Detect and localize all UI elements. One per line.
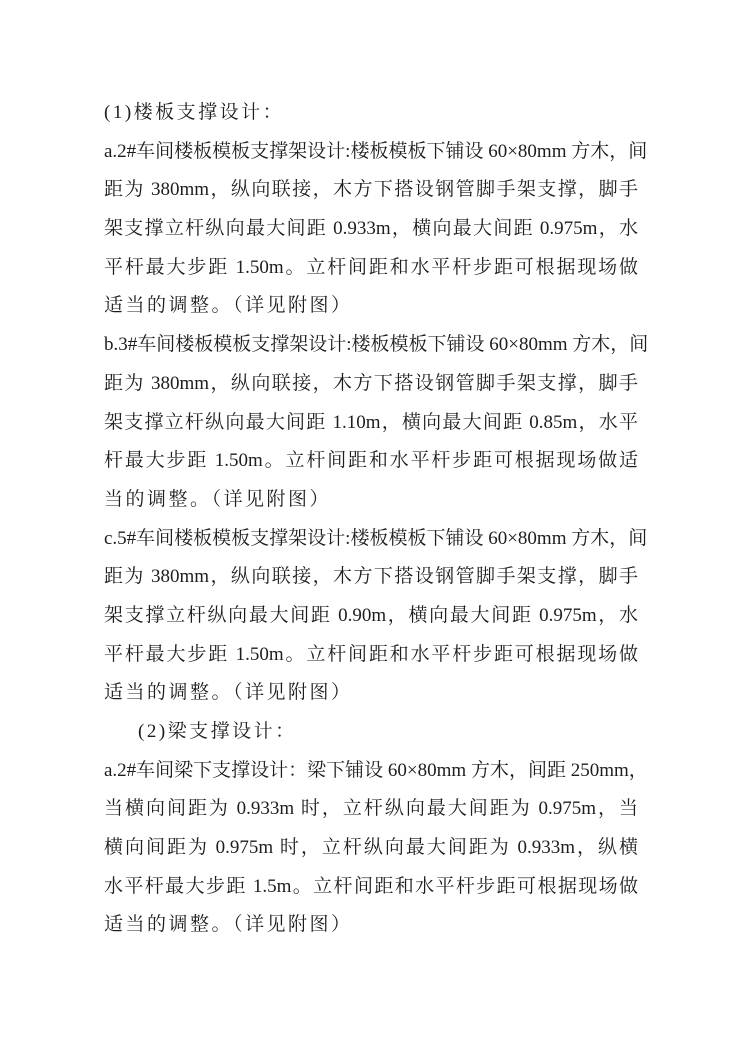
paragraph-line: 距为 380mm，纵向联接，木方下搭设钢管脚手架支撑，脚手 xyxy=(104,566,638,588)
paragraph-line: 横向间距为 0.975m 时，立杆纵向最大间距为 0.933m，纵横 xyxy=(104,837,638,859)
section-2-heading: (2)梁支撑设计： xyxy=(138,721,297,742)
document-text xyxy=(104,94,649,945)
paragraph-line: 适当的调整。（详见附图） xyxy=(104,914,353,936)
paragraph-line: 适当的调整。（详见附图） xyxy=(104,682,353,704)
paragraph-line: 当横向间距为 0.933m 时，立杆纵向最大间距为 0.975m，当 xyxy=(104,798,638,820)
paragraph-line: a.2#车间梁下支撑设计：梁下铺设 60×80mm 方木，间距 250mm， xyxy=(104,759,648,781)
paragraph-line: 平杆最大步距 1.50m。立杆间距和水平杆步距可根据现场做 xyxy=(104,643,638,665)
paragraph-line: c.5#车间楼板模板支撑架设计:楼板模板下铺设 60×80mm 方木，间 xyxy=(104,527,648,549)
paragraph-line: a.2#车间楼板模板支撑架设计:楼板模板下铺设 60×80mm 方木，间 xyxy=(104,140,648,162)
paragraph-line: 适当的调整。（详见附图） xyxy=(104,295,353,317)
paragraph-line: 架支撑立杆纵向最大间距 1.10m，横向最大间距 0.85m，水平 xyxy=(104,411,638,433)
paragraph-line: 架支撑立杆纵向最大间距 0.933m，横向最大间距 0.975m，水 xyxy=(104,218,638,240)
paragraph-line: 当的调整。（详见附图） xyxy=(104,488,332,510)
paragraph-line: 距为 380mm，纵向联接，木方下搭设钢管脚手架支撑，脚手 xyxy=(104,372,638,394)
paragraph-line: 水平杆最大步距 1.5m。立杆间距和水平杆步距可根据现场做 xyxy=(104,875,638,897)
paragraph-line: 距为 380mm，纵向联接，木方下搭设钢管脚手架支撑，脚手 xyxy=(104,179,638,201)
paragraph-line: 架支撑立杆纵向最大间距 0.90m，横向最大间距 0.975m，水 xyxy=(104,604,638,626)
section-1-heading: (1)楼板支撑设计： xyxy=(104,102,285,123)
paragraph-line: b.3#车间楼板模板支撑架设计:楼板模板下铺设 60×80mm 方木，间 xyxy=(104,334,649,356)
paragraph-line: 杆最大步距 1.50m。立杆间距和水平杆步距可根据现场做适 xyxy=(104,450,638,472)
paragraph-line: 平杆最大步距 1.50m。立杆间距和水平杆步距可根据现场做 xyxy=(104,256,638,278)
